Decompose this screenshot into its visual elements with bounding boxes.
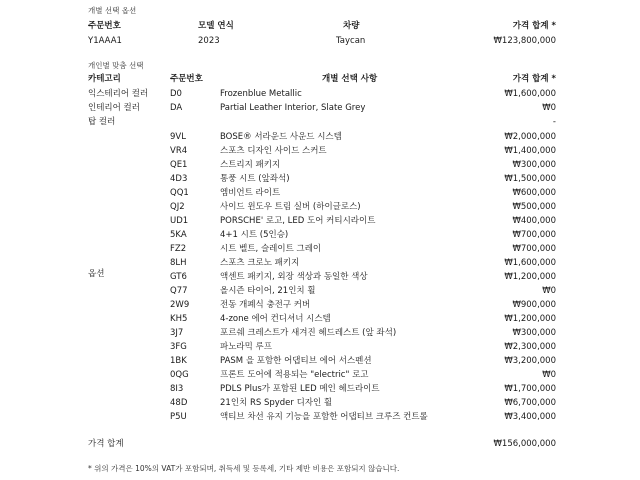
option-desc: 포르쉐 크레스트가 새겨진 헤드레스트 (앞 좌석)	[220, 328, 397, 338]
col-header-option-price: 가격 합계 *	[512, 74, 556, 84]
model-year-value: 2023	[198, 36, 220, 46]
option-price: ₩500,000	[512, 202, 556, 212]
table-row	[0, 245, 640, 258]
table-row	[0, 189, 640, 202]
option-price: ₩1,200,000	[504, 272, 556, 282]
option-desc: 통풍 시트 (앞좌석)	[220, 174, 290, 184]
option-desc: 21인치 RS Spyder 디자인 휠	[220, 398, 333, 408]
option-desc: 엠비언트 라이트	[220, 188, 281, 198]
table-row	[0, 413, 640, 426]
option-desc: 시트 벨트, 슬레이트 그레이	[220, 244, 322, 254]
option-desc: PDLS Plus가 포함된 LED 메인 헤드라이트	[220, 384, 380, 394]
table-row	[0, 273, 640, 286]
option-price: ₩1,600,000	[504, 89, 556, 99]
table-row	[0, 118, 640, 131]
option-desc: 액티브 차선 유지 기능을 포함한 어댑티브 크루즈 컨트롤	[220, 412, 428, 422]
option-code: 0QG	[170, 370, 189, 380]
option-price: ₩1,400,000	[504, 146, 556, 156]
option-code: 1BK	[170, 356, 187, 366]
table-row	[0, 175, 640, 188]
option-code: QJ2	[170, 202, 185, 212]
option-price: ₩300,000	[512, 160, 556, 170]
table-row	[0, 161, 640, 174]
option-code: 8I3	[170, 384, 184, 394]
table-row	[0, 329, 640, 342]
category-interior-color: 인테리어 컬러	[88, 103, 140, 113]
table-row	[0, 399, 640, 412]
option-desc: PORSCHE' 로고, LED 도어 커티시라이트	[220, 216, 376, 226]
option-price: ₩700,000	[512, 230, 556, 240]
section-title-individual-options: 개별 선택 옵션	[88, 6, 137, 15]
option-code: D0	[170, 89, 182, 99]
option-price: ₩700,000	[512, 244, 556, 254]
option-code: 48D	[170, 398, 188, 408]
option-desc: 파노라믹 루프	[220, 342, 272, 352]
category-options: 옵션	[88, 269, 105, 279]
option-desc: 액센트 패키지, 외장 색상과 동일한 색상	[220, 272, 368, 282]
table-row	[0, 371, 640, 384]
option-code: 2W9	[170, 300, 190, 310]
col-header-order-no: 주문번호	[88, 21, 121, 31]
col-header-option-order-no: 주문번호	[170, 74, 203, 84]
option-desc: 전동 개폐식 충전구 커버	[220, 300, 311, 310]
option-code: Q77	[170, 286, 188, 296]
table-row	[0, 385, 640, 398]
table-row	[0, 301, 640, 314]
option-desc: 스포츠 크로노 패키지	[220, 258, 300, 268]
option-price: ₩6,700,000	[504, 398, 556, 408]
option-code: DA	[170, 103, 183, 113]
table-row	[0, 133, 640, 146]
grand-total-value: ₩156,000,000	[493, 439, 556, 449]
col-header-category: 카테고리	[88, 74, 121, 84]
option-code: 5KA	[170, 230, 187, 240]
table-row	[0, 217, 640, 230]
vat-footnote: * 위의 가격은 10%의 VAT가 포함되며, 취득세 및 등록세, 기타 제반 비용은 포함되지 않습니다.	[88, 464, 400, 473]
option-code: QQ1	[170, 188, 189, 198]
option-code: KH5	[170, 314, 188, 324]
table-row	[0, 315, 640, 328]
option-price: ₩1,500,000	[504, 174, 556, 184]
price-total-value: ₩123,800,000	[493, 36, 556, 46]
option-desc: PASM 을 포함한 어댑티브 에어 서스펜션	[220, 356, 372, 366]
option-code: 4D3	[170, 174, 188, 184]
option-price: ₩0	[542, 370, 556, 380]
option-desc: 4+1 시트 (5인승)	[220, 230, 289, 240]
option-price: ₩400,000	[512, 216, 556, 226]
vehicle-value: Taycan	[336, 36, 366, 46]
category-top-color: 탑 컬러	[88, 117, 116, 127]
option-price: ₩1,600,000	[504, 258, 556, 268]
option-code: 9VL	[170, 132, 186, 142]
grand-total-label: 가격 합계	[88, 439, 124, 449]
option-code: QE1	[170, 160, 188, 170]
col-header-price-total: 가격 합계 *	[512, 21, 556, 31]
option-price: ₩1,200,000	[504, 314, 556, 324]
table-row	[0, 90, 640, 103]
table-row	[0, 203, 640, 216]
option-price: ₩3,200,000	[504, 356, 556, 366]
option-code: GT6	[170, 272, 187, 282]
col-header-vehicle: 차량	[343, 21, 360, 31]
order-no-value: Y1AAA1	[88, 36, 122, 46]
option-desc: 사이드 윈도우 트림 실버 (하이글로스)	[220, 202, 361, 212]
option-code: 8LH	[170, 258, 187, 268]
section-title-personal-selection: 개인별 맞춤 선택	[88, 61, 144, 70]
option-price: ₩900,000	[512, 300, 556, 310]
option-price: ₩1,700,000	[504, 384, 556, 394]
option-price: ₩0	[542, 103, 556, 113]
option-code: UD1	[170, 216, 189, 226]
table-row	[0, 147, 640, 160]
table-row	[0, 287, 640, 300]
option-price: ₩2,300,000	[504, 342, 556, 352]
option-price: ₩600,000	[512, 188, 556, 198]
option-desc: 스트리지 패키지	[220, 160, 281, 170]
option-price: ₩3,400,000	[504, 412, 556, 422]
option-code: 3J7	[170, 328, 184, 338]
option-desc: 프론트 도어에 적용되는 "electric" 로고	[220, 370, 369, 380]
option-code: FZ2	[170, 244, 187, 254]
option-desc: 올시즌 타이어, 21인치 휠	[220, 286, 316, 296]
option-price: ₩0	[542, 286, 556, 296]
option-price: ₩2,000,000	[504, 132, 556, 142]
option-desc: 4-zone 에어 컨디셔너 시스템	[220, 314, 331, 324]
table-row	[0, 104, 640, 117]
option-price: -	[552, 117, 556, 127]
option-code: 3FG	[170, 342, 187, 352]
option-desc: Frozenblue Metallic	[220, 89, 302, 99]
table-row	[0, 357, 640, 370]
category-exterior-color: 익스테리어 컬러	[88, 89, 149, 99]
col-header-option-desc: 개별 선택 사항	[322, 74, 378, 84]
col-header-model-year: 모델 연식	[198, 21, 234, 31]
table-row	[0, 231, 640, 244]
table-row	[0, 343, 640, 356]
option-code: VR4	[170, 146, 188, 156]
option-desc: 스포츠 디자인 사이드 스커트	[220, 146, 327, 156]
table-row	[0, 259, 640, 272]
option-desc: BOSE® 서라운드 사운드 시스템	[220, 132, 342, 142]
option-price: ₩300,000	[512, 328, 556, 338]
option-code: P5U	[170, 412, 187, 422]
option-desc: Partial Leather Interior, Slate Grey	[220, 103, 366, 113]
